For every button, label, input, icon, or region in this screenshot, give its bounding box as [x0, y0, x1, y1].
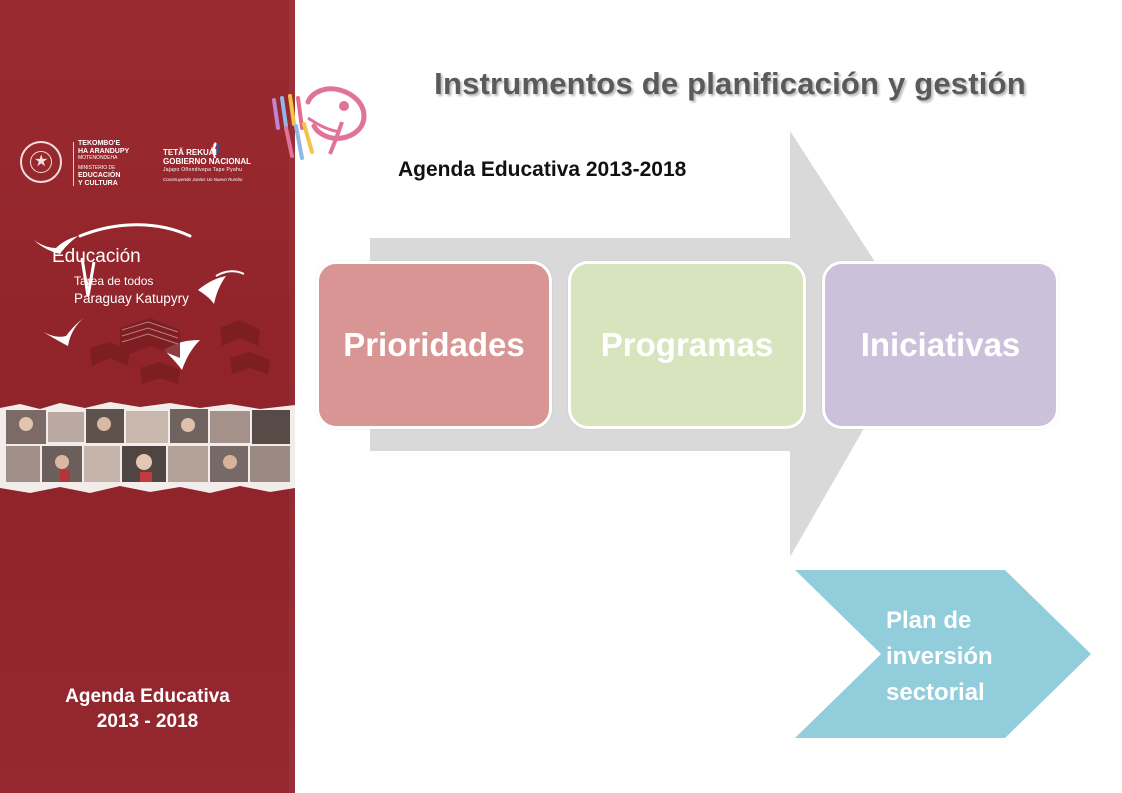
slide-subtitle: Agenda Educativa 2013-2018 [398, 158, 687, 181]
sectoral-plan-line: Plan de [886, 607, 972, 634]
campaign-tagline: Tarea de todos [74, 274, 154, 288]
step-label: Prioridades [343, 326, 525, 363]
government-logo-line: TETÃ REKUÁI [163, 148, 217, 157]
ministry-logo-line: MOTENONDEHA [78, 155, 118, 161]
logos-row [18, 138, 278, 192]
step-label: Programas [600, 326, 774, 363]
ministry-logo-line: TEKOMBO'E [78, 140, 121, 147]
campaign-graphic [30, 218, 290, 398]
step-iniciativas [822, 261, 1059, 429]
sidebar-footer-years: 2013 - 2018 [96, 711, 199, 732]
sidebar-footer-line: Agenda Educativa [65, 686, 230, 707]
step-programas [568, 261, 806, 429]
ministry-logo-line: EDUCACIÓN [78, 172, 121, 179]
campaign-title: Educación [52, 246, 141, 267]
logo-divider [73, 142, 74, 186]
slide-title: Instrumentos de planificación y gestión [434, 66, 1026, 101]
campaign-tagline-2: Paraguay Katupyry [74, 291, 189, 306]
sidebar-footer-title [0, 684, 295, 734]
government-logo-line: GOBIERNO NACIONAL [163, 157, 251, 166]
child-drawing-decoration [268, 82, 373, 164]
government-logo-line: Jajapo Oñondivepa Tape Pyahu [163, 167, 243, 173]
sidebar [0, 0, 295, 793]
government-logo-line: Construyendo Juntos Un Nuevo Rumbo [163, 177, 243, 182]
sectoral-plan-line: sectorial [886, 679, 985, 706]
sectoral-plan-label [886, 603, 1026, 711]
ministry-logo-line: MINISTERIO DE [78, 164, 116, 171]
flying-books-illustration [30, 218, 290, 398]
step-label: Iniciativas [860, 326, 1021, 363]
ministry-logo-line: HA ARANDUPY [78, 147, 130, 155]
national-seal-icon: ★ [20, 141, 62, 183]
photo-collage [0, 400, 295, 495]
ministry-logo [78, 140, 129, 187]
step-prioridades [316, 261, 552, 429]
government-logo [163, 148, 251, 184]
sectoral-plan-line: inversión [886, 643, 993, 670]
ministry-logo-line: Y CULTURA [78, 179, 118, 187]
